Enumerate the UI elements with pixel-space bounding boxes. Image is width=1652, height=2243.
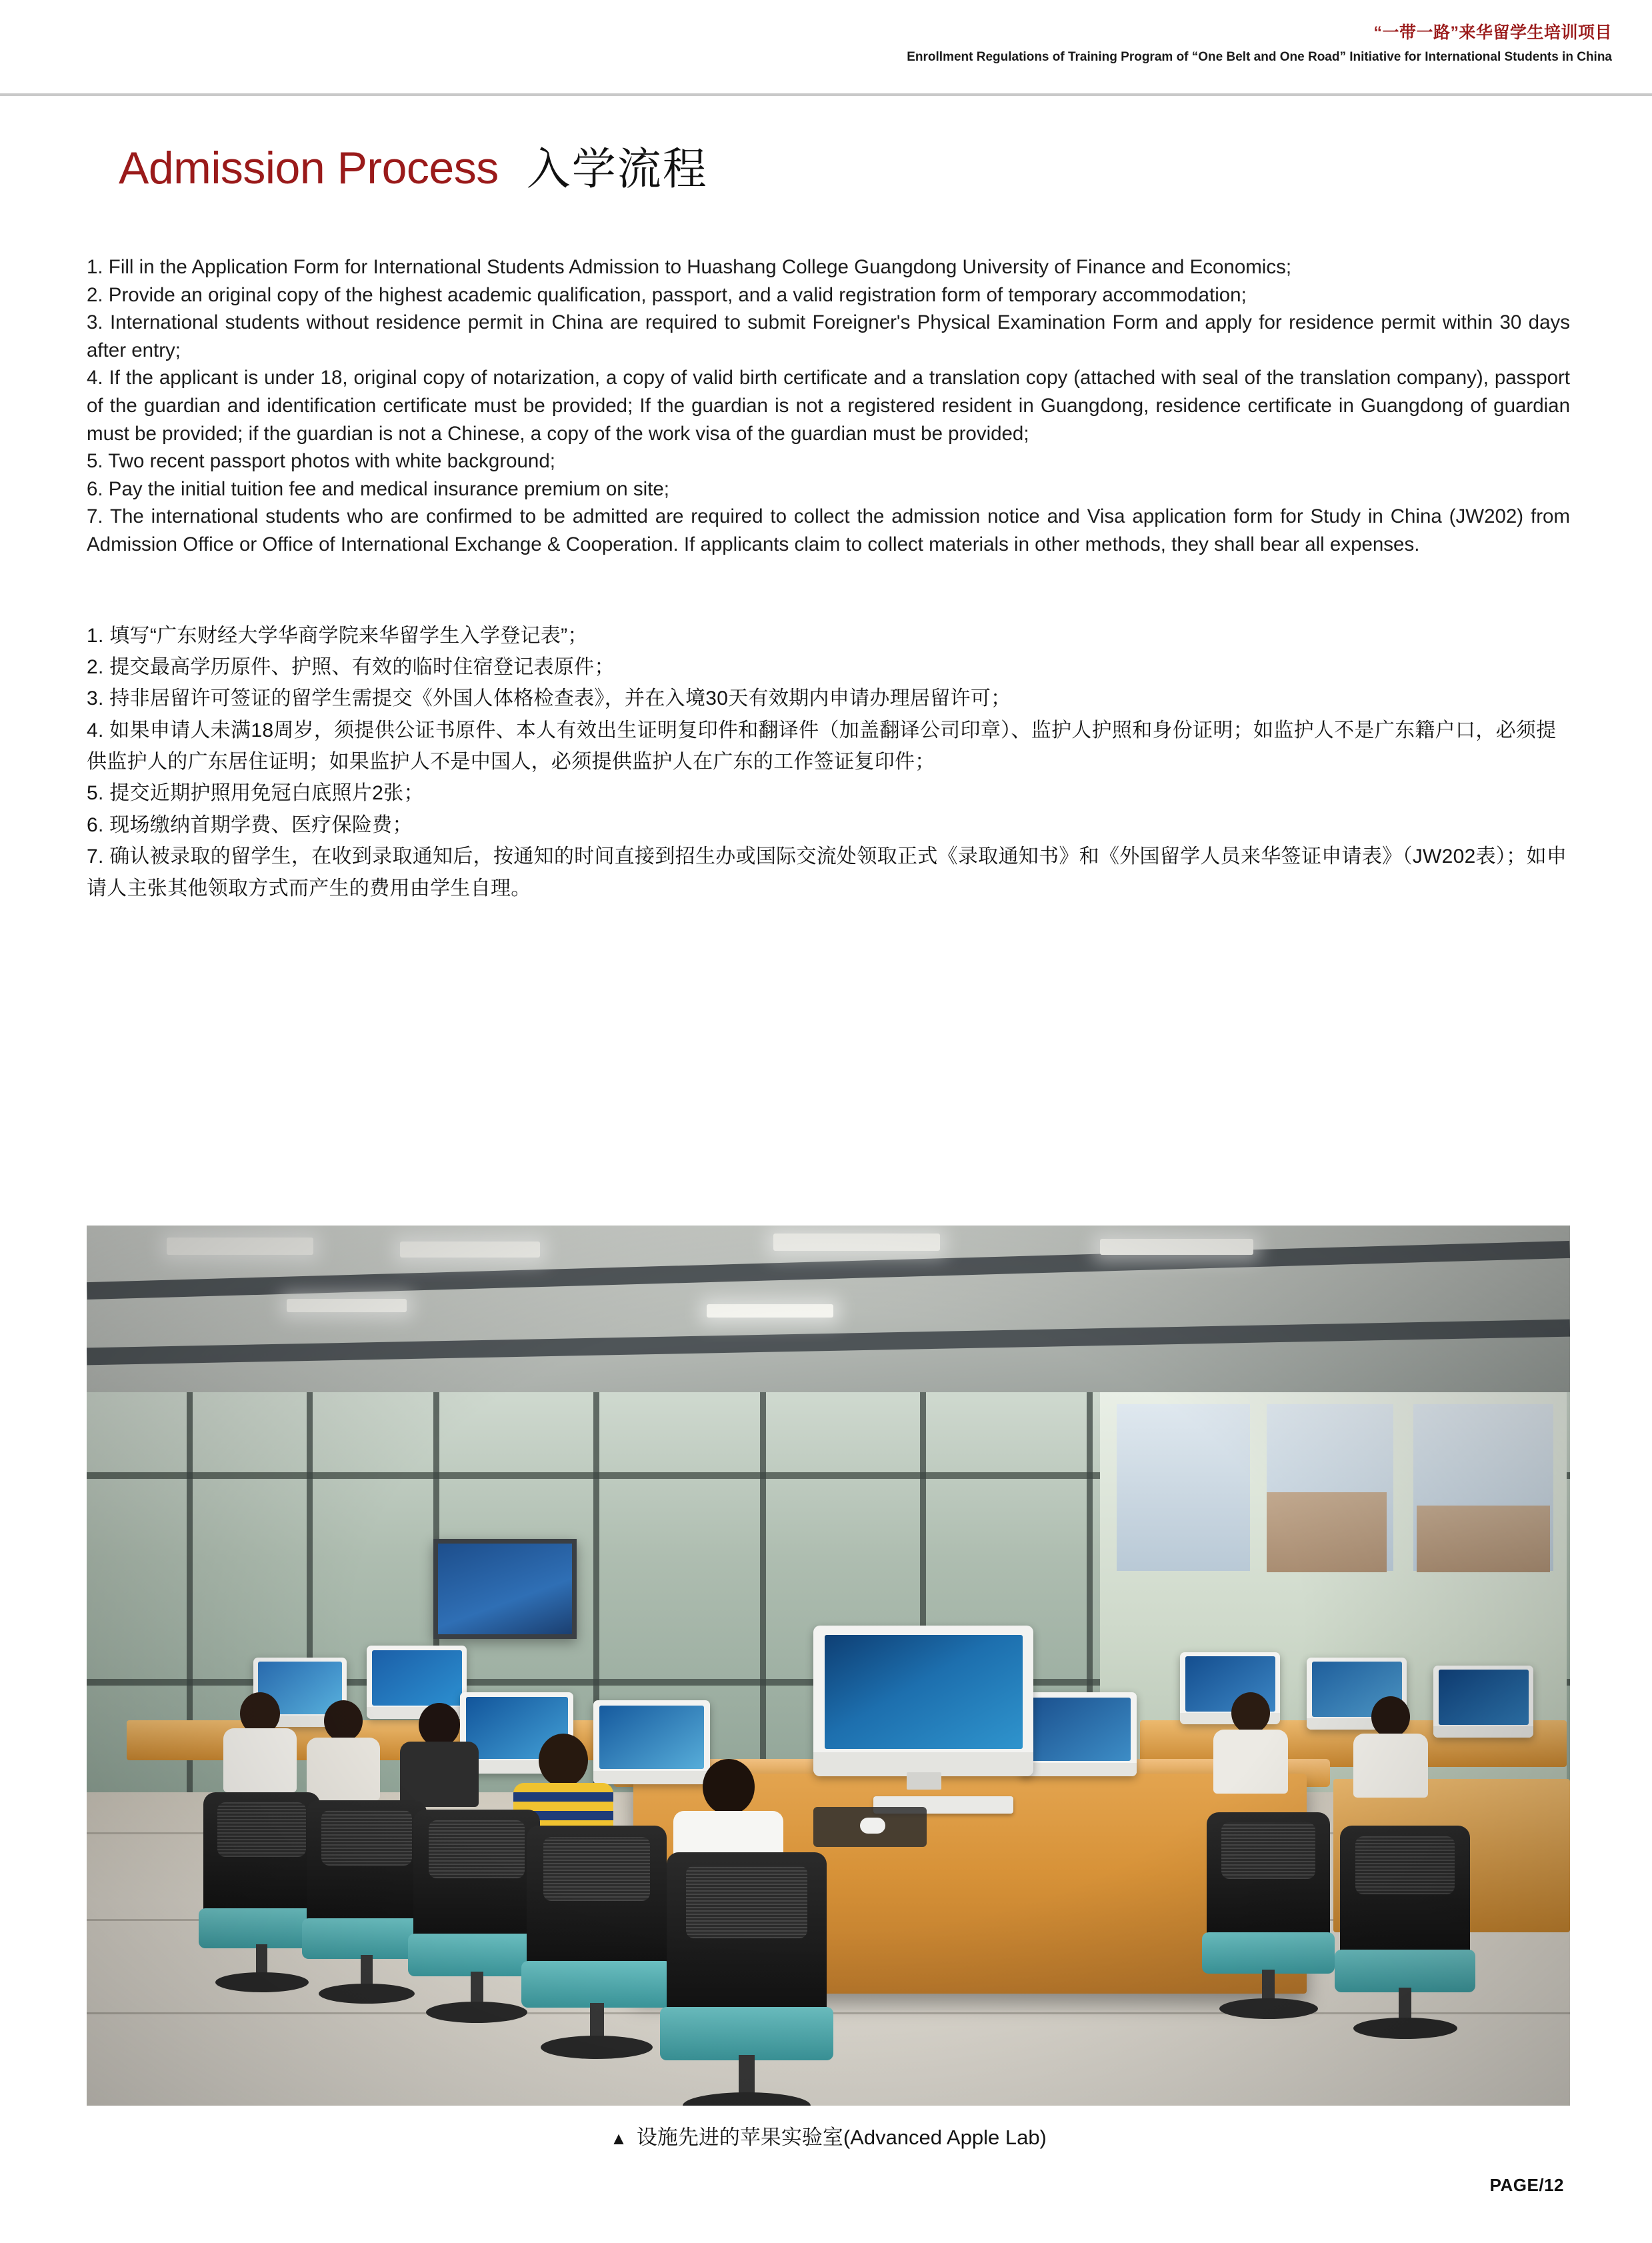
chinese-item-5: 5. 提交近期护照用免冠白底照片2张； <box>87 782 424 805</box>
photo-projector-screen <box>433 1539 577 1639</box>
photo-chair-post <box>256 1944 268 1976</box>
page-number: PAGE/12 <box>1489 2175 1564 2195</box>
photo-chair-base <box>1353 2018 1457 2039</box>
photo-monitor-screen <box>1439 1670 1529 1724</box>
photo-chair <box>1207 1812 1330 2019</box>
photo-person <box>400 1703 479 1807</box>
photo-monitor-screen <box>372 1650 462 1706</box>
english-item-3: 3. International students without residence permit in China are required to submit Foreigner's Physical Examination Form and apply for residence permit within 30 days after entry; <box>87 311 1570 361</box>
photo-ceiling-light <box>707 1304 833 1318</box>
photo-chair-back <box>527 1826 667 1970</box>
header-title-english: Enrollment Regulations of Training Program of “One Belt and One Road” Initiative for International Students in China <box>907 50 1612 64</box>
page-title <box>119 145 708 191</box>
photo-chair <box>203 1792 320 1992</box>
photo-chair-mesh <box>686 1866 807 1938</box>
header-divider <box>0 93 1652 96</box>
photo-chair-seat <box>521 1961 673 2008</box>
triangle-marker-icon: ▲ <box>610 2128 627 2148</box>
photo-person-body <box>1213 1730 1288 1794</box>
photo-window-sky <box>1117 1404 1250 1571</box>
photo-chair-seat <box>1335 1950 1475 1992</box>
photo-monitor-screen <box>825 1635 1023 1750</box>
photo-chair-back <box>667 1852 827 2018</box>
photo-chair <box>527 1826 667 2059</box>
english-item-2: 2. Provide an original copy of the highest academic qualification, passport, and a valid registration form of temporary accommodation; <box>87 283 1247 306</box>
photo-chair-mesh <box>429 1820 525 1878</box>
photo-chair-base <box>683 2092 811 2106</box>
photo-chair-mesh <box>321 1810 413 1866</box>
photo-person-head <box>324 1700 363 1742</box>
photo-ceiling-light <box>1100 1239 1253 1255</box>
photo-chair-mesh <box>1355 1836 1454 1894</box>
photo-ceiling-light <box>287 1299 407 1312</box>
chinese-item-3: 3. 持非居留许可签证的留学生需提交《外国人体格检查表》，并在入境30天有效期内申请办理居留许可； <box>87 687 1011 710</box>
photo-ceiling-light <box>400 1242 540 1258</box>
photo-person-body <box>400 1742 479 1807</box>
photo-monitor-chin <box>1020 1763 1137 1776</box>
photo-chair-base <box>426 2002 527 2023</box>
english-item-4: 4. If the applicant is under 18, original copy of notarization, a copy of valid birth certificate and a translation copy (attached with seal of the translation company), passport of the guardian and identification certificate must be provided; If the guardian is not a registered resident in Guangdong, residence certificate in Guangdong of guardian must be provided; if the guardian is not a Chinese, a copy of the work visa of the guardian must be provided; <box>87 367 1570 445</box>
photo-chair-base <box>319 1984 415 2004</box>
photo-glass-mullion <box>760 1392 766 1806</box>
photo-person-head <box>703 1759 755 1815</box>
photo-chair-base <box>1219 1998 1318 2019</box>
photo-chair-post <box>361 1955 373 1988</box>
photo-chair-post <box>1399 1988 1412 2022</box>
photo-chair-base <box>541 2036 653 2059</box>
photo-window-building <box>1417 1506 1550 1572</box>
photo-chair-base <box>215 1972 309 1992</box>
english-regulations <box>87 253 1570 559</box>
page-title-chinese: 入学流程 <box>526 144 708 193</box>
content-body <box>87 253 1570 904</box>
figure-photo <box>87 1226 1570 2106</box>
photo-chair-seat <box>1202 1932 1335 1974</box>
photo-person-body <box>223 1728 297 1792</box>
photo-monitor-stand <box>907 1772 941 1790</box>
photo-person-body <box>1353 1734 1428 1798</box>
photo-chair-seat <box>660 2007 833 2060</box>
photo-person <box>223 1692 297 1792</box>
chinese-regulations <box>87 620 1570 905</box>
page-title-english: Admission Process <box>119 143 499 193</box>
photo-chair-back <box>413 1810 540 1942</box>
photo-chair-post <box>590 2003 604 2040</box>
photo-ceiling-light <box>167 1238 313 1255</box>
photo-monitor-foreground <box>813 1626 1033 1776</box>
english-item-1: 1. Fill in the Application Form for International Students Admission to Huashang College Guangdong University of Finance and Economics; <box>87 256 1292 278</box>
chinese-item-2: 2. 提交最高学历原件、护照、有效的临时住宿登记表原件； <box>87 655 615 678</box>
computer-lab-photo <box>87 1226 1570 2106</box>
english-item-7: 7. The international students who are confirmed to be admitted are required to collect the admission notice and Visa application form for Study in China (JW202) from Admission Office or Office of International Exchange & Cooperation. If applicants claim to collect materials in other methods, they shall bear all expenses. <box>87 505 1570 555</box>
photo-person-body <box>307 1738 380 1800</box>
photo-monitor-screen <box>1026 1698 1131 1762</box>
photo-chair-mesh <box>1221 1822 1315 1879</box>
photo-chair-back <box>1340 1826 1470 1958</box>
photo-monitor-chin <box>1433 1726 1533 1738</box>
header-title-chinese: “一带一路”来华留学生培训项目 <box>1373 23 1612 42</box>
figure-caption <box>87 2120 1570 2150</box>
photo-person-head <box>419 1703 460 1747</box>
photo-monitor <box>1433 1666 1533 1738</box>
chinese-item-4: 4. 如果申请人未满18周岁，须提供公证书原件、本人有效出生证明复印件和翻译件（加盖翻译公司印章）、监护人护照和身份证明；如监护人不是广东籍户口，必须提供监护人的广东居住证明；如果监护人不是中国人，必须提供监护人在广东的工作签证复印件； <box>87 719 1557 773</box>
chinese-item-6: 6. 现场缴纳首期学费、医疗保险费； <box>87 813 413 836</box>
english-item-5: 5. Two recent passport photos with white background; <box>87 450 555 473</box>
photo-chair-back <box>307 1800 427 1926</box>
photo-chair-back <box>1207 1812 1330 1940</box>
photo-chair-mesh <box>543 1837 650 1900</box>
chinese-item-7: 7. 确认被录取的留学生，在收到录取通知后，按通知的时间直接到招生办或国际交流处领取正式《录取通知书》和《外国留学人员来华签证申请表》（JW202表）；如申请人主张其他领取方式而产生的费用由学生自理。 <box>87 845 1567 899</box>
photo-person-head <box>539 1734 588 1787</box>
photo-chair <box>1340 1826 1470 2039</box>
photo-window-building <box>1267 1492 1387 1572</box>
page-header <box>0 0 1652 100</box>
photo-chair-post <box>739 2055 755 2098</box>
photo-monitor <box>1020 1692 1137 1776</box>
photo-person <box>307 1700 380 1800</box>
photo-person <box>1213 1692 1288 1794</box>
photo-chair-post <box>471 1972 483 2006</box>
photo-chair-back <box>203 1792 320 1916</box>
chinese-item-1: 1. 填写“广东财经大学华商学院来华留学生入学登记表”； <box>87 624 588 647</box>
photo-mouse <box>860 1818 885 1834</box>
photo-person-head <box>1371 1696 1410 1738</box>
photo-chair <box>667 1852 827 2106</box>
photo-chair-mesh <box>217 1802 306 1857</box>
photo-person <box>1353 1696 1428 1798</box>
photo-person-head <box>1231 1692 1270 1734</box>
photo-chair-post <box>1262 1970 1275 2003</box>
photo-ceiling-light <box>773 1234 940 1251</box>
figure-caption-text: 设施先进的苹果实验室(Advanced Apple Lab) <box>636 2126 1047 2149</box>
english-item-6: 6. Pay the initial tuition fee and medical insurance premium on site; <box>87 477 669 500</box>
